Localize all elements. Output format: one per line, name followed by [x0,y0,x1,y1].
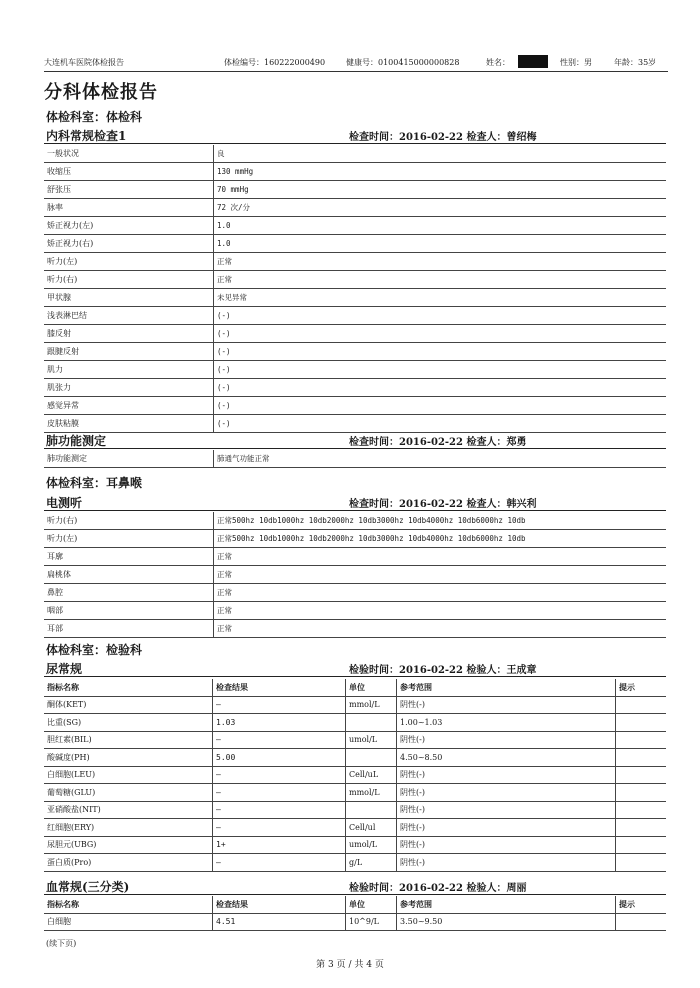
col-unit: Cell/uL [346,766,397,784]
col-range: 4.50~8.50 [397,749,616,767]
table-row [44,235,666,253]
age: 年龄：35岁 [614,58,657,67]
item-value: (-) [214,397,667,415]
item-name: 舒张压 [44,181,214,199]
item-name: 鼻腔 [44,584,214,602]
dept-ent: 体检科室：耳鼻喉 [46,476,143,490]
item-value: 良 [214,145,667,163]
col-range: 阴性(-) [397,766,616,784]
col-unit: mmol/L [346,696,397,714]
table-row [44,548,666,566]
table-row [44,696,666,714]
item-value: (-) [214,415,667,433]
header-col-hint: 提示 [616,679,667,696]
dept-lab: 体检科室：检验科 [46,643,143,657]
col-unit: 10^9/L [346,913,397,931]
item-name: 皮肤粘膜 [44,415,214,433]
header-col-unit: 单位 [346,679,397,696]
item-value: (-) [214,343,667,361]
audio-table [44,512,666,638]
col-result: — [213,784,346,802]
col-hint [616,696,667,714]
item-name: 听力(左) [44,530,214,548]
section-internal [44,126,666,144]
table-row [44,361,666,379]
table-header-row [44,679,666,696]
table-row [44,181,666,199]
header-col-result: 检查结果 [213,679,346,696]
item-name: 脉率 [44,199,214,217]
item-value: 正常500hz 10db1000hz 10db2000hz 10db3000hz 10db4000hz 10db6000hz 10db [214,530,667,548]
col-hint [616,854,667,872]
col-name: 红细胞(ERY) [44,819,213,837]
table-row [44,397,666,415]
table-row [44,836,666,854]
col-name: 酸碱度(PH) [44,749,213,767]
col-name: 酮体(KET) [44,696,213,714]
table-row [44,731,666,749]
col-range: 阴性(-) [397,784,616,802]
table-row [44,714,666,732]
col-result: 1+ [213,836,346,854]
page-footer: 第 3 页 / 共 4 页 [316,960,384,970]
table-row [44,566,666,584]
table-row [44,415,666,433]
col-hint [616,819,667,837]
header-col-name: 指标名称 [44,679,213,696]
col-unit: umol/L [346,731,397,749]
table-row [44,819,666,837]
table-row [44,749,666,767]
col-range: 阴性(-) [397,731,616,749]
item-name: 矫正视力(右) [44,235,214,253]
col-hint [616,836,667,854]
header-col-result: 检查结果 [213,896,346,913]
section-internal-name: 内科常规检查1 [46,129,127,143]
table-row [44,307,666,325]
col-unit: Cell/ul [346,819,397,837]
table-row [44,854,666,872]
item-name: 跟腱反射 [44,343,214,361]
table-row [44,584,666,602]
health-number: 健康号：0100415000000828 [346,58,460,67]
col-hint [616,731,667,749]
col-unit [346,714,397,732]
item-value: 正常500hz 10db1000hz 10db2000hz 10db3000hz 10db4000hz 10db6000hz 10db [214,512,667,530]
table-row [44,271,666,289]
item-name: 听力(左) [44,253,214,271]
section-lung-meta: 检查时间：2016-02-22 检查人：郑勇 [349,437,527,448]
col-name: 葡萄糖(GLU) [44,784,213,802]
item-name: 咽部 [44,602,214,620]
item-value: 正常 [214,584,667,602]
section-urine-name: 尿常规 [46,662,83,676]
table-row [44,784,666,802]
section-lung [44,431,666,449]
col-hint [616,801,667,819]
item-value: (-) [214,325,667,343]
item-name: 甲状腺 [44,289,214,307]
lung-table [44,450,666,468]
item-name: 听力(右) [44,271,214,289]
header-col-name: 指标名称 [44,896,213,913]
item-value: 72 次/分 [214,199,667,217]
table-row [44,253,666,271]
item-name: 听力(右) [44,512,214,530]
redacted-name [518,55,548,68]
col-name: 白细胞 [44,913,213,931]
col-name: 比重(SG) [44,714,213,732]
item-name: 感觉异常 [44,397,214,415]
col-hint [616,784,667,802]
item-name: 一般状况 [44,145,214,163]
col-name: 尿胆元(UBG) [44,836,213,854]
item-name: 耳廓 [44,548,214,566]
item-value: 正常 [214,620,667,638]
section-audio-name: 电测听 [46,496,83,510]
item-name: 收缩压 [44,163,214,181]
table-header-row [44,896,666,913]
col-range: 阴性(-) [397,819,616,837]
col-unit [346,749,397,767]
col-result: — [213,819,346,837]
table-row [44,602,666,620]
table-row [44,766,666,784]
gender: 性别：男 [560,58,592,67]
col-name: 白细胞(LEU) [44,766,213,784]
item-value: 正常 [214,271,667,289]
item-value: 正常 [214,566,667,584]
col-range: 阴性(-) [397,854,616,872]
section-blood-name: 血常规(三分类) [46,880,130,894]
table-row [44,620,666,638]
item-value: 正常 [214,548,667,566]
exam-number: 体检编号：160222000490 [224,58,326,67]
table-row [44,217,666,235]
section-internal-meta: 检查时间：2016-02-22 检查人：曾绍梅 [349,132,537,143]
header-divider [44,71,668,72]
dept-physical: 体检科室：体检科 [46,110,143,124]
col-range: 1.00~1.03 [397,714,616,732]
col-range: 阴性(-) [397,696,616,714]
header-col-hint: 提示 [616,896,667,913]
item-name: 肌张力 [44,379,214,397]
item-name: 浅表淋巴结 [44,307,214,325]
col-result: — [213,696,346,714]
col-result: — [213,801,346,819]
item-name: 膝反射 [44,325,214,343]
section-audio-meta: 检查时间：2016-02-22 检查人：韩兴利 [349,499,537,510]
col-result: 4.51 [213,913,346,931]
table-row [44,801,666,819]
table-row [44,379,666,397]
item-name: 耳部 [44,620,214,638]
item-name: 矫正视力(左) [44,217,214,235]
item-value: 正常 [214,602,667,620]
col-hint [616,714,667,732]
col-name: 胆红素(BIL) [44,731,213,749]
col-unit: umol/L [346,836,397,854]
header-col-range: 参考范围 [397,679,616,696]
item-name: 肺功能测定 [44,450,214,468]
table-row [44,530,666,548]
col-range: 3.50~9.50 [397,913,616,931]
col-result: — [213,766,346,784]
name-label: 姓名： [486,58,510,67]
item-value: 正常 [214,253,667,271]
table-row [44,289,666,307]
col-unit [346,801,397,819]
continued-note: (续下页) [46,939,77,948]
table-row [44,913,666,931]
blood-table [44,896,666,931]
table-row [44,163,666,181]
item-value: 1.0 [214,235,667,253]
table-row [44,450,666,468]
item-value: (-) [214,379,667,397]
col-name: 亚硝酸盐(NIT) [44,801,213,819]
hospital-name: 大连机车医院体检报告 [44,58,124,67]
col-hint [616,913,667,931]
table-row [44,343,666,361]
col-result: 5.00 [213,749,346,767]
report-header [44,57,664,71]
table-row [44,325,666,343]
col-unit: mmol/L [346,784,397,802]
item-value: 未见异常 [214,289,667,307]
section-urine-meta: 检验时间：2016-02-22 检验人：王成章 [349,665,537,676]
item-value: 1.0 [214,217,667,235]
section-urine [44,659,666,677]
section-blood [44,877,666,895]
item-name: 扁桃体 [44,566,214,584]
section-lung-name: 肺功能测定 [46,434,107,448]
urine-table [44,679,666,872]
header-col-range: 参考范围 [397,896,616,913]
col-result: 1.03 [213,714,346,732]
col-range: 阴性(-) [397,801,616,819]
col-range: 阴性(-) [397,836,616,854]
table-row [44,512,666,530]
section-audio [44,493,666,511]
page-title: 分科体检报告 [44,82,158,103]
col-hint [616,766,667,784]
internal-table [44,145,666,433]
table-row [44,145,666,163]
col-hint [616,749,667,767]
item-value: 肺通气功能正常 [214,450,667,468]
col-unit: g/L [346,854,397,872]
item-value: 70 mmHg [214,181,667,199]
item-name: 肌力 [44,361,214,379]
header-col-unit: 单位 [346,896,397,913]
item-value: 130 mmHg [214,163,667,181]
col-result: — [213,731,346,749]
col-name: 蛋白质(Pro) [44,854,213,872]
table-row [44,199,666,217]
section-blood-meta: 检验时间：2016-02-22 检验人：周丽 [349,883,527,894]
item-value: (-) [214,361,667,379]
item-value: (-) [214,307,667,325]
col-result: — [213,854,346,872]
